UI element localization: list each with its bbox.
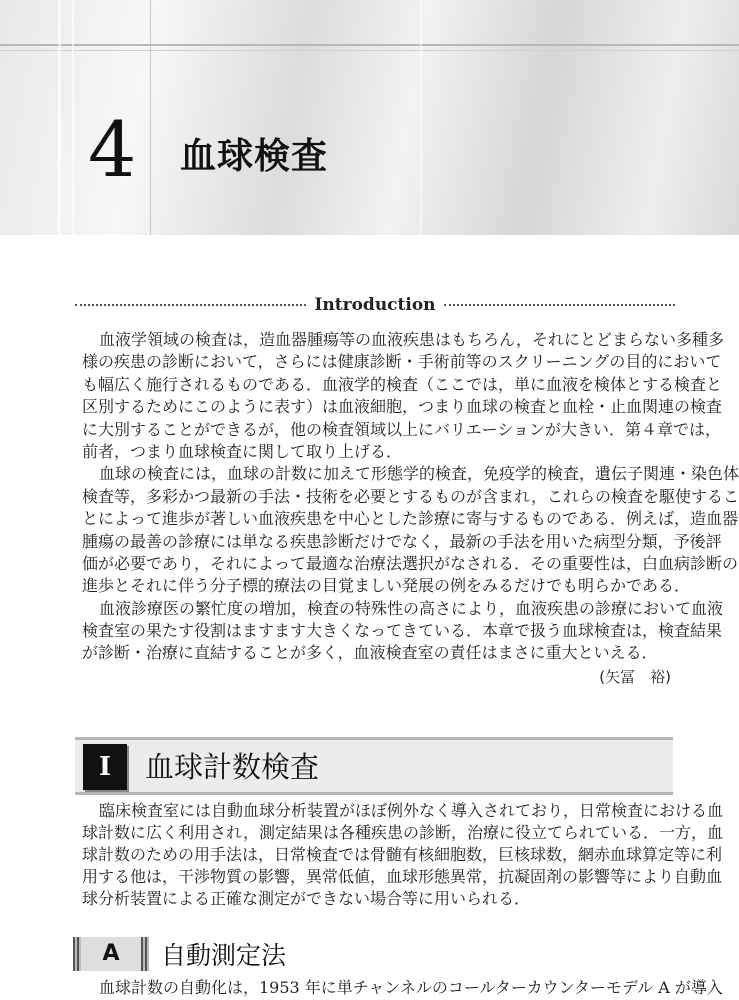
- dotted-divider: [75, 304, 306, 306]
- chapter-title: 血球検査: [180, 136, 329, 177]
- text-line: 進歩とそれに伴う分子標的療法の目覚ましい発展の例をみるだけでも明らかである．: [82, 576, 691, 596]
- text-line: 検査室の果たす役割はますます大きくなってきている．本章で扱う血球検査は，検査結果: [82, 621, 723, 641]
- subsection-letter-badge: A: [73, 937, 149, 971]
- section-number-badge: I: [83, 744, 127, 790]
- text-line: 検査等，多彩かつ最新の手法・技術を必要とするものが含まれ，これらの検査を駆使するこ: [82, 486, 739, 506]
- subsection-title: 自動測定法: [161, 941, 287, 970]
- text-line: 用する他は，干渉物質の影響，異常低値，血球形態異常，抗凝固剤の影響等により自動血: [82, 867, 723, 886]
- text-line: 血球の検査には，血球の計数に加えて形態学的検査，免疫学的検査，遺伝子関連・染色体: [99, 464, 739, 484]
- banner-stripe: [72, 0, 74, 235]
- text-line: 前者，つまり血球検査に関して取り上げる．: [82, 441, 403, 461]
- section-heading-1: [75, 737, 673, 795]
- section-1-text: [82, 800, 724, 910]
- text-line: も幅広く施行されるものである．血液学的検査（ここでは，単に血液を検体とする検査と: [82, 374, 723, 394]
- subsection-a-text: [82, 977, 723, 999]
- introduction-text: [82, 329, 739, 665]
- banner-stripe: [58, 0, 61, 235]
- text-line: 血液診療医の繁忙度の増加，検査の特殊性の高さにより，血液疾患の診療において血液: [99, 598, 724, 618]
- text-line: 球分析装置による正確な測定ができない場合等に用いられる．: [82, 889, 531, 908]
- introduction-label: Introduction: [314, 295, 436, 315]
- text-line: 区別するためにこのように表す）は血液細胞，つまり血球の検査と血栓・止血関連の検査: [82, 397, 723, 417]
- subsection-heading-a: [73, 937, 286, 971]
- banner-rule: [0, 44, 739, 46]
- text-line: 球計数に広く利用され，測定結果は各種疾患の診断，治療に役立てられている．一方，血: [82, 823, 723, 842]
- banner-rule: [0, 50, 739, 51]
- text-line: 臨床検査室には自動血球分析装置がほぼ例外なく導入されており，日常検査における血: [99, 801, 724, 820]
- text-line: に大別することができるが，他の検査領域以上にバリエーションが大きい．第４章では，: [82, 419, 722, 439]
- text-line: 血液学領域の検査は，造血器腫瘍等の血液疾患はもちろん，それにとどまらない多種多: [99, 330, 724, 349]
- dotted-divider: [444, 304, 675, 306]
- introduction-heading: [75, 294, 675, 316]
- chapter-number: 4: [88, 105, 137, 194]
- chapter-header-banner: [0, 0, 739, 235]
- text-line: が診断・治療に直結することが多く，血液検査室の責任はまさに重大といえる．: [82, 643, 658, 663]
- section-title: 血球計数検査: [145, 750, 320, 784]
- text-line: 血球計数の自動化は，1953 年に単チャンネルのコールターカウンターモデル A が導入: [99, 978, 723, 997]
- banner-stripe: [420, 0, 422, 235]
- banner-stripe: [150, 0, 151, 235]
- text-line: 様の疾患の診断において，さらには健康診断・手術前等のスクリーニングの目的において: [82, 352, 722, 372]
- text-line: 腫瘍の最善の診療には単なる疾患診断だけでなく，最新の手法を用いた病型分類，予後評: [82, 531, 722, 551]
- author-credit: (矢冨 裕): [599, 668, 671, 686]
- text-line: とによって進歩が著しい血液疾患を中心とした診療に寄与するものである．例えば，造血器: [82, 509, 739, 529]
- text-line: 価が必要であり，それによって最適な治療法選択がなされる．その重要性は，白血病診断の: [82, 553, 739, 573]
- text-line: 球計数のための用手法は，日常検査では骨髄有核細胞数，巨核球数，網赤血球算定等に利: [82, 845, 723, 864]
